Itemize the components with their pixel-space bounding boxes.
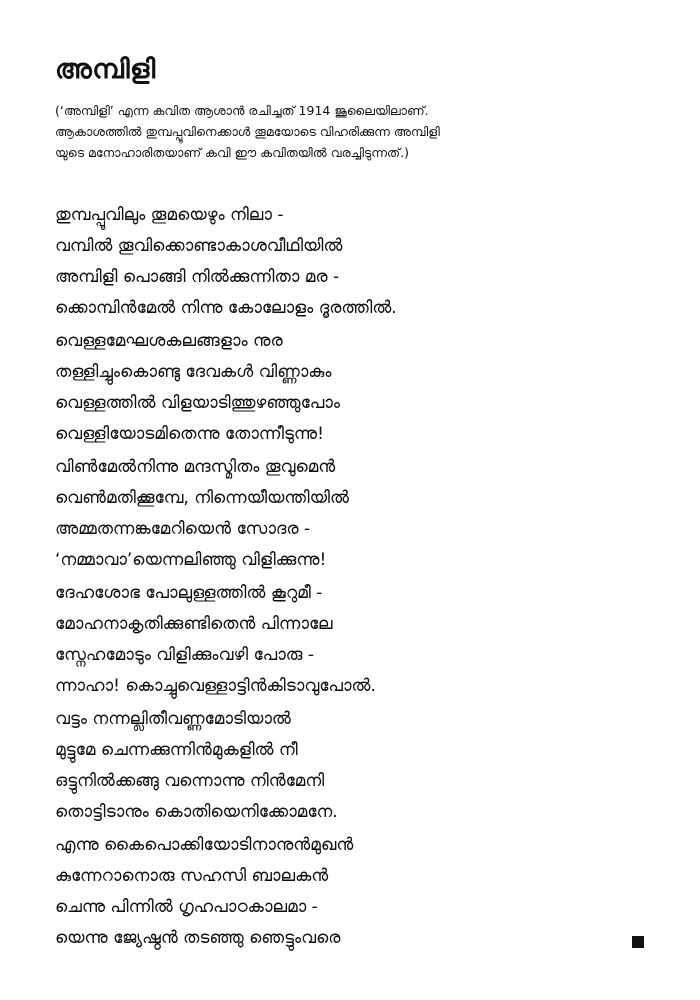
stanza-3 bbox=[55, 452, 645, 576]
verse-line: യെന്നു ജ്യേഷ്ഠൻ തടഞ്ഞു ഞെട്ടുംവരെ bbox=[55, 928, 341, 948]
verse-line: അമ്പിളി പൊങ്ങി നിൽക്കുന്നിതാ മര - bbox=[55, 267, 340, 287]
verse-line: വെള്ളമേഘശകലങ്ങളാം നുര bbox=[55, 331, 283, 351]
stanza-1 bbox=[55, 200, 645, 324]
end-square-icon bbox=[632, 936, 644, 948]
verse-line: ‘നമ്മാവാ’യെന്നലിഞ്ഞു വിളിക്കുന്നു! bbox=[55, 550, 327, 570]
intro-line: യുടെ മനോഹാരിതയാണ് കവി ഈ കവിതയിൽ വരച്ചിടുന്നത്.) bbox=[55, 145, 409, 160]
verse-line: മുട്ടുമേ ചെന്നക്കുന്നിൻമുകളിൽ നീ bbox=[55, 740, 298, 760]
verse-line: ഒട്ടുനിൽക്കങ്ങു വന്നൊന്നു നിൻമേനി bbox=[55, 771, 325, 791]
intro-line: ആകാശത്തിൽ തുമ്പപ്പൂവിനെക്കാൾ തൂമയോടെ വിഹരിക്കുന്ന അമ്പിളി bbox=[55, 124, 440, 139]
intro-note bbox=[55, 100, 655, 163]
verse-line: വെള്ളിയോടമിതെന്നു തോന്നീടുന്നു! bbox=[55, 424, 324, 444]
verse-line: ക്കൊമ്പിൻമേൽ നിന്നു കോലോളം ദൂരത്തിൽ. bbox=[55, 298, 397, 318]
intro-line: (‘അമ്പിളി’ എന്ന കവിത ആശാൻ രചിച്ചത് 1914 ജൂലൈയിലാണ്. bbox=[55, 103, 429, 118]
verse-line: അമ്മതന്നങ്കമേറിയെൻ സോദര - bbox=[55, 519, 311, 539]
stanza-2 bbox=[55, 326, 645, 450]
stanza-5 bbox=[55, 704, 645, 828]
verse-line: തുമ്പപ്പൂവിലും തൂമയെഴും നിലാ - bbox=[55, 205, 284, 225]
stanza-6 bbox=[55, 830, 645, 954]
verse-line: വട്ടം നന്നല്ലിതീവണ്ണമോടിയാൽ bbox=[55, 709, 291, 729]
verse-line: എന്നു കൈപൊക്കിയോടിനാനുൻമുഖൻ bbox=[55, 835, 354, 855]
verse-line: ദേഹശോഭ പോലുള്ളത്തിൽ കൂറുമീ - bbox=[55, 583, 323, 603]
stanza-4 bbox=[55, 578, 645, 702]
verse-line: ന്നാഹാ! കൊച്ചുവെള്ളാട്ടിൻകിടാവുപോൽ. bbox=[55, 676, 376, 696]
verse-line: വിൺമേൽനിന്നു മന്ദസ്മിതം തൂവുമെൻ bbox=[55, 457, 336, 477]
verse-line: തൊട്ടിടാനും കൊതിയെനിക്കോമനേ. bbox=[55, 802, 338, 822]
verse-line: മോഹനാകൃതിക്കുണ്ടിതെൻ പിന്നാലേ bbox=[55, 614, 333, 634]
verse-line: ചെന്നു പിന്നിൽ ഗൃഹപാഠകാലമാ - bbox=[55, 897, 318, 917]
verse-line: കുന്നേറാനൊരു സഹസി ബാലകൻ bbox=[55, 866, 329, 886]
verse-line: സ്നേഹമോടും വിളിക്കുംവഴി പോരു - bbox=[55, 645, 314, 665]
verse-line: വെൺമതിക്കൂമ്പേ, നിന്നെയീയന്തിയിൽ bbox=[55, 488, 349, 508]
verse-line: വെള്ളത്തിൽ വിളയാടിത്തുഴഞ്ഞുപോം bbox=[55, 393, 341, 413]
verse-line: വമ്പിൽ തൂവിക്കൊണ്ടാകാശവീഥിയിൽ bbox=[55, 236, 343, 256]
verse-line: തള്ളിച്ചും‌കൊണ്ടു ദേവകൾ വിണ്ണാകും bbox=[55, 362, 332, 382]
poem-title: അമ്പിളി bbox=[55, 54, 156, 85]
